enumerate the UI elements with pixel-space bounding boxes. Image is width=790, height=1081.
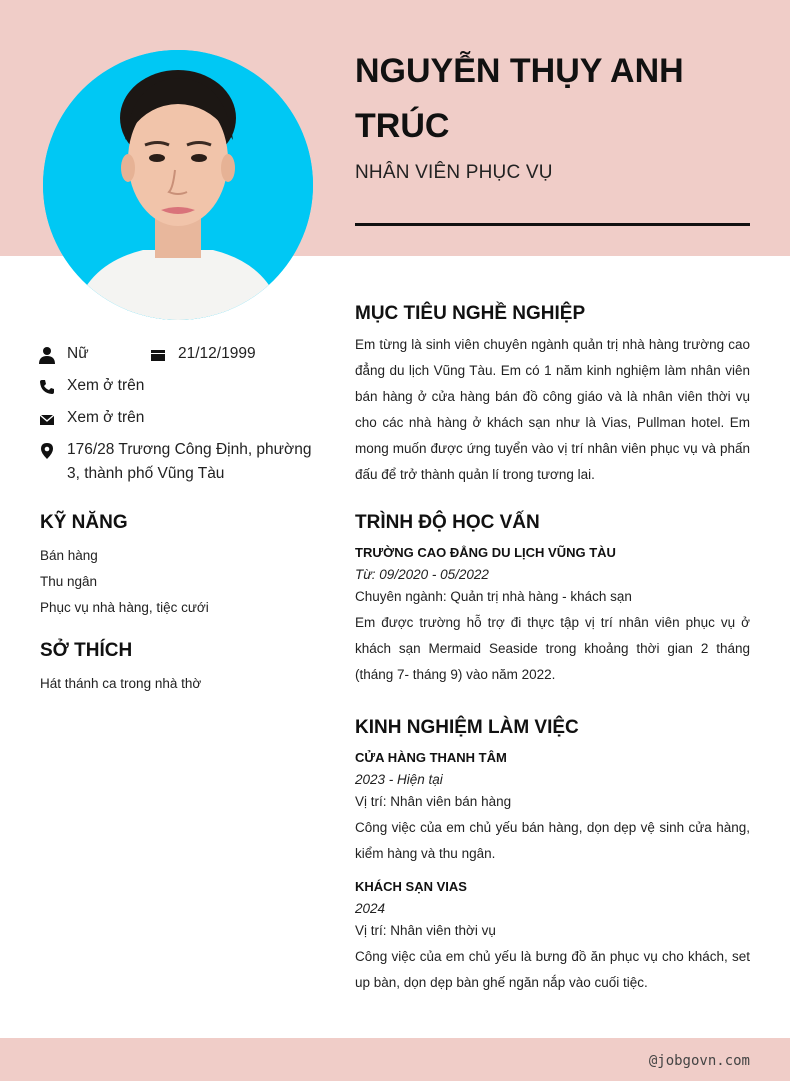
email-row — [38, 408, 144, 430]
hobby-item: Hát thánh ca trong nhà thờ — [40, 676, 202, 691]
job-description: Công việc của em chủ yếu bán hàng, dọn dẹp vệ sinh cửa hàng, kiểm hàng và thu ngân. — [355, 820, 750, 861]
education-major: Chuyên ngành: Quản trị nhà hàng - khách sạn — [355, 589, 632, 604]
job-company: CỬA HÀNG THANH TÂM — [355, 750, 507, 765]
job-position: Vị trí: Nhân viên bán hàng — [355, 794, 512, 809]
job-description: Công việc của em chủ yếu là bưng đồ ăn phục vụ cho khách, set up bàn, dọn dẹp bàn ghế ngăn nắp vào cuối tiệc. — [355, 949, 750, 990]
candidate-name: NGUYỄN THỤY ANH TRÚC — [355, 52, 684, 145]
address-row — [38, 440, 318, 486]
hobbies-list — [40, 671, 201, 697]
job-title: NHÂN VIÊN PHỤC VỤ — [355, 162, 553, 183]
skill-item: Thu ngân — [40, 574, 98, 589]
phone-icon — [38, 378, 56, 396]
job-position: Vị trí: Nhân viên thời vụ — [355, 923, 496, 938]
job-entry — [355, 750, 750, 867]
mail-icon — [38, 410, 56, 428]
job-entry — [355, 879, 750, 996]
education-section — [355, 512, 750, 688]
experience-heading: KINH NGHIỆM LÀM VIỆC — [355, 717, 579, 738]
skills-list — [40, 543, 209, 621]
objective-text: Em từng là sinh viên chuyên ngành quản trị nhà hàng trường cao đẳng du lịch Vũng Tàu. Em có 1 năm kinh nghiệm làm nhân viên bán hàng ở cửa hàng bán đồ công giáo và là nhân viên thời vụ cho các nhà hàng ở khách sạn như là Vias, Pullman hotel. Em mong muốn được ứng tuyển vào vị trí nhân viên phục vụ và phấn đấu để trở thành quản lí trong tương lai. — [355, 337, 750, 482]
job-period: 2023 - Hiện tại — [355, 772, 443, 787]
education-period: Từ: 09/2020 - 05/2022 — [355, 567, 489, 582]
person-icon — [38, 346, 56, 364]
email-value: Xem ở trên — [67, 409, 145, 426]
phone-value: Xem ở trên — [67, 377, 145, 394]
address-value: 176/28 Trương Công Định, phường 3, thành phố Vũng Tàu — [67, 441, 312, 482]
title-divider — [355, 223, 750, 226]
avatar — [43, 50, 313, 320]
job-period: 2024 — [355, 901, 386, 916]
job-company: KHÁCH SẠN VIAS — [355, 879, 467, 894]
gender-row — [38, 344, 89, 366]
phone-row — [38, 376, 144, 398]
calendar-icon — [149, 346, 167, 364]
skill-item: Bán hàng — [40, 548, 98, 563]
education-heading: TRÌNH ĐỘ HỌC VẤN — [355, 512, 540, 533]
education-detail: Em được trường hỗ trợ đi thực tập vị trí nhân viên phục vụ ở khách sạn Mermaid Seaside trong khoảng thời gian 2 tháng (tháng 7- tháng 9) vào năm 2022. — [355, 615, 750, 682]
skill-item: Phục vụ nhà hàng, tiệc cưới — [40, 600, 209, 615]
skills-heading: KỸ NĂNG — [40, 512, 128, 533]
objective-section — [355, 303, 750, 488]
location-pin-icon — [38, 442, 56, 460]
school-name: TRƯỜNG CAO ĐẲNG DU LỊCH VŨNG TÀU — [355, 545, 616, 560]
birthday-row — [149, 344, 256, 366]
portrait-photo — [43, 50, 313, 320]
experience-section — [355, 717, 750, 996]
gender-value: Nữ — [67, 345, 89, 362]
footer-handle[interactable]: @jobgovn.com — [648, 1053, 750, 1069]
hobbies-heading: SỞ THÍCH — [40, 640, 133, 661]
birthday-value: 21/12/1999 — [178, 345, 256, 362]
objective-heading: MỤC TIÊU NGHỀ NGHIỆP — [355, 303, 586, 324]
